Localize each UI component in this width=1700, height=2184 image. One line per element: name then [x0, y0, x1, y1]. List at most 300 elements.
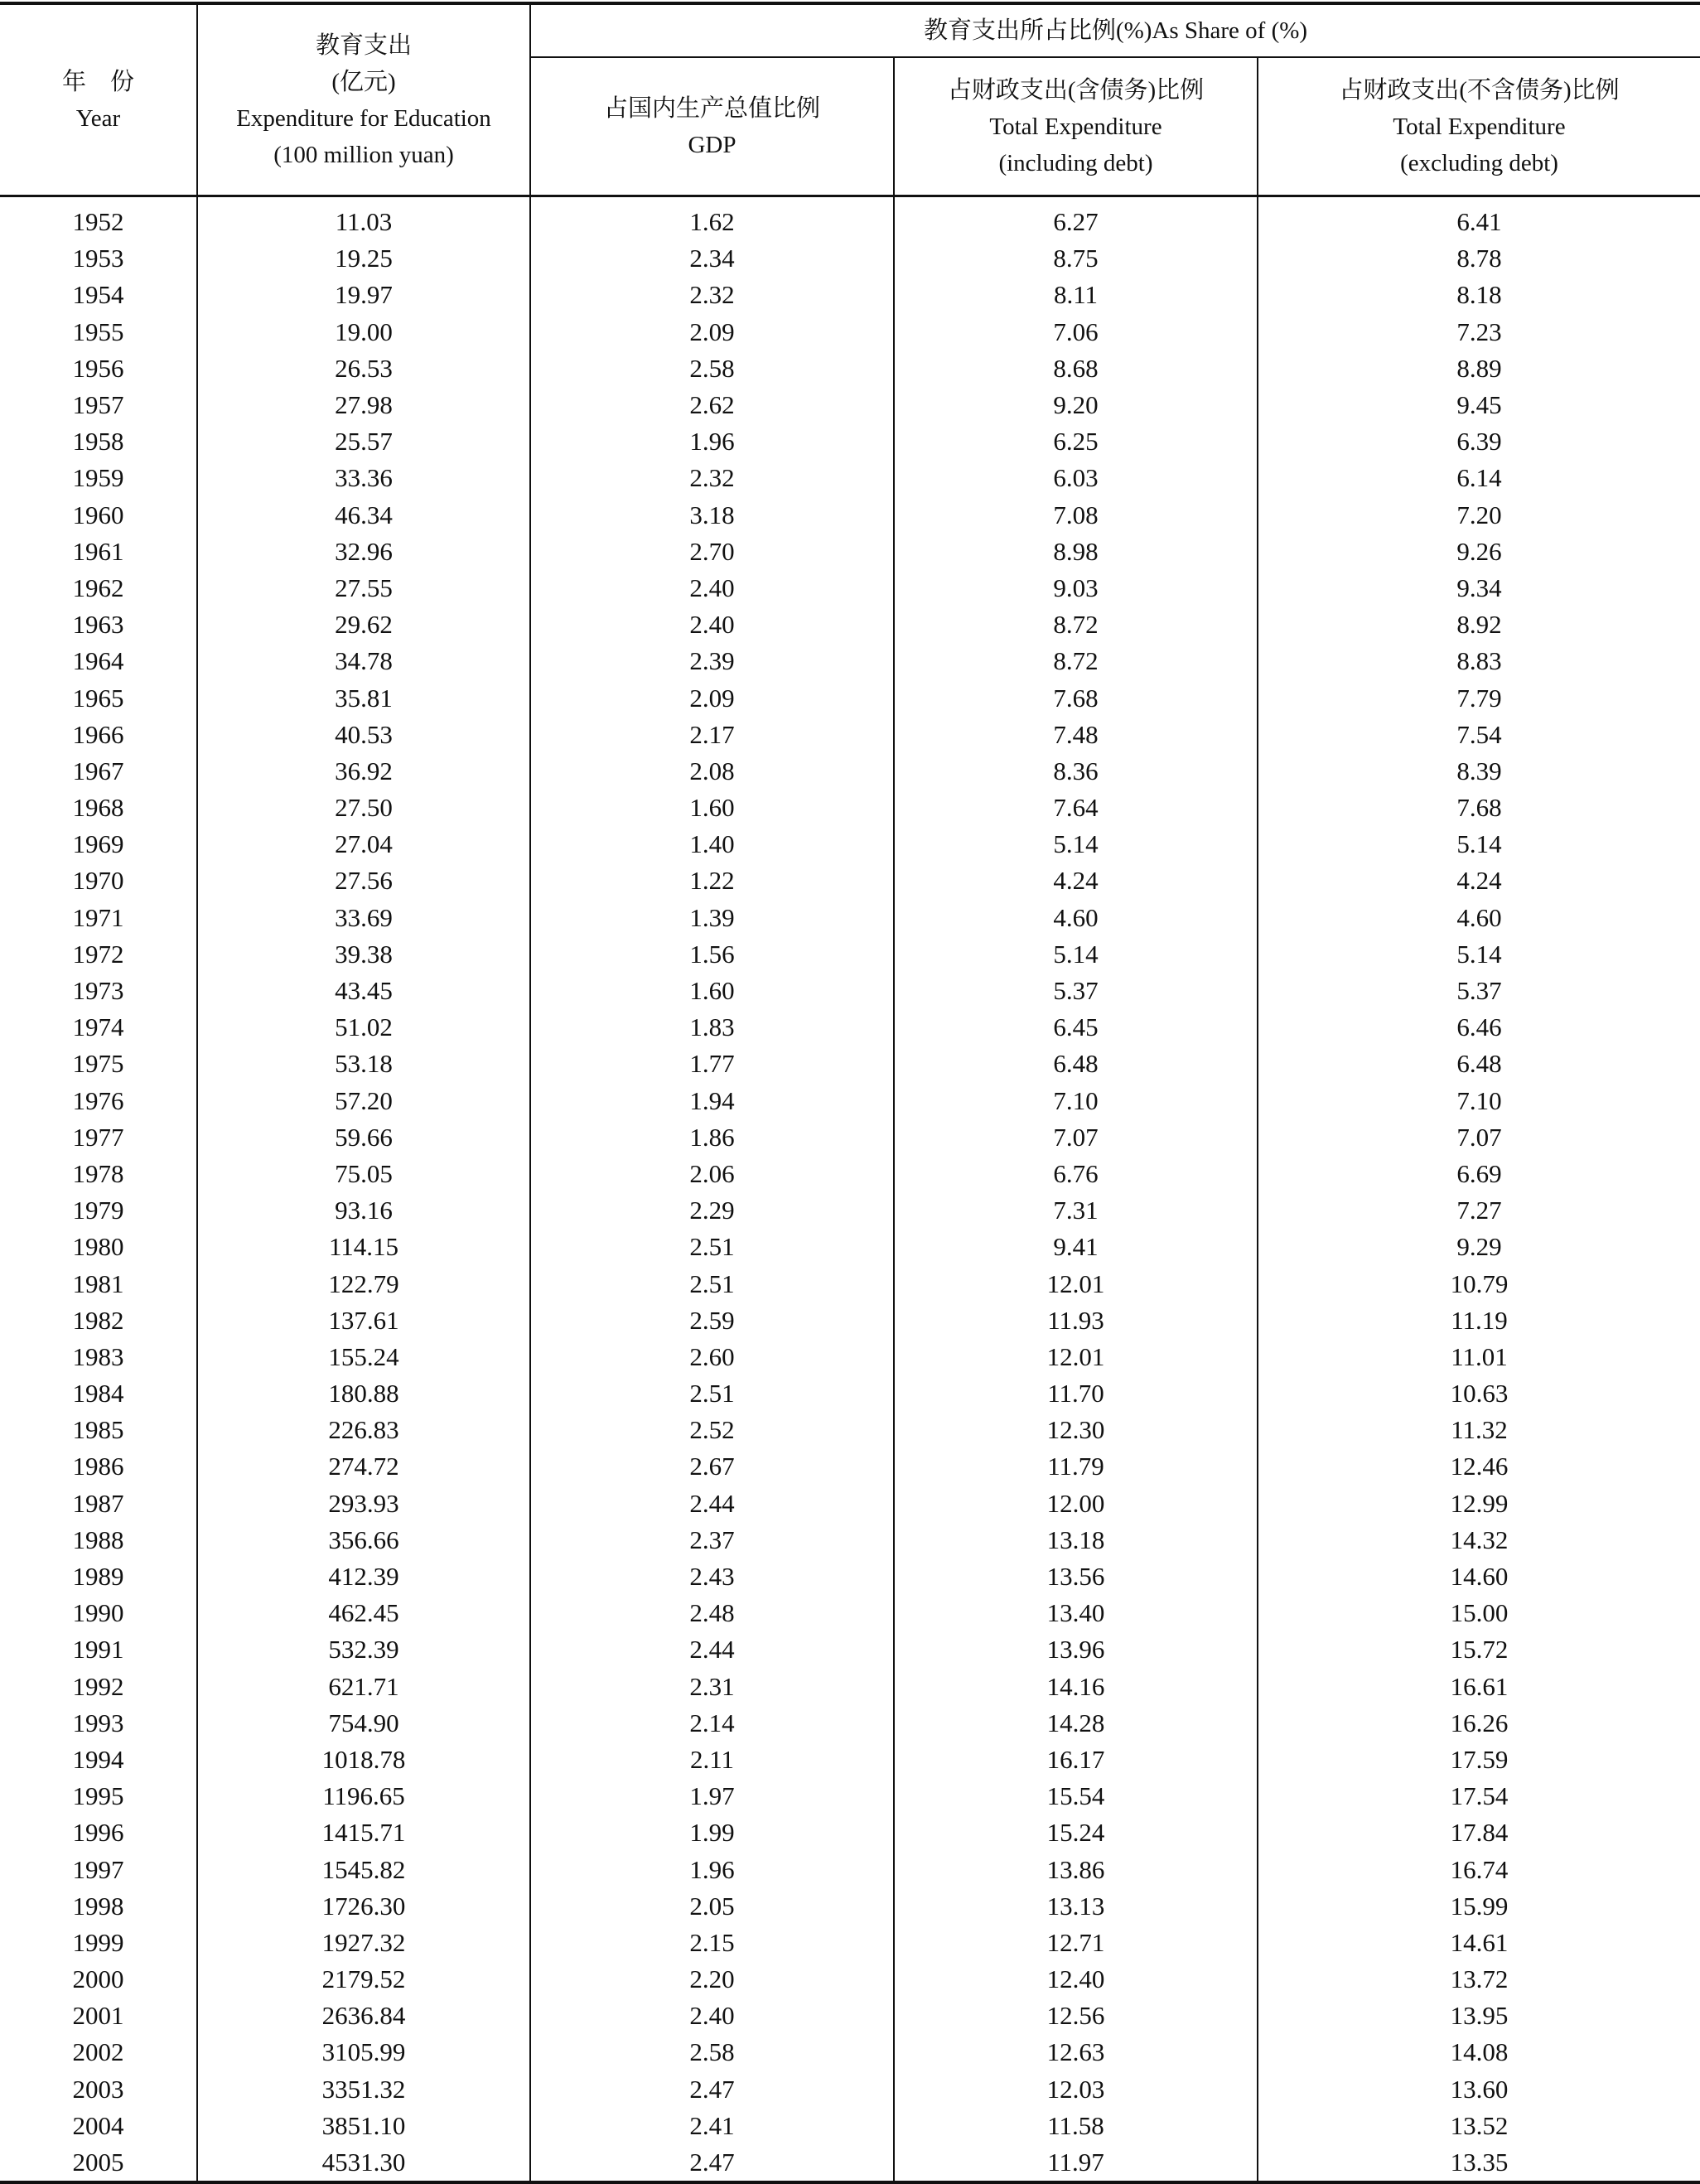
expenditure-cell: 356.66 [197, 1522, 530, 1558]
excluding-debt-share-cell: 9.29 [1456, 1232, 1502, 1262]
expenditure-header-unit-zh: (亿元) [331, 68, 396, 95]
including-debt-share-cell: 14.28 [894, 1705, 1258, 1742]
gdp-share-cell: 2.60 [530, 1339, 894, 1375]
including-debt-share-cell: 6.45 [894, 1009, 1258, 1046]
year-cell: 1977 [0, 1119, 197, 1156]
expenditure-cell: 2179.52 [197, 1961, 530, 1998]
table-row [0, 1375, 1700, 1412]
gdp-share-cell: 1.77 [530, 1046, 894, 1082]
gdp-share-cell: 2.06 [530, 1156, 894, 1192]
table-row [0, 936, 1700, 973]
gdp-share-cell: 2.58 [530, 350, 894, 387]
year-cell: 1954 [0, 277, 197, 313]
expenditure-cell: 155.24 [197, 1339, 530, 1375]
gdp-share-cell: 2.44 [530, 1631, 894, 1668]
excluding-debt-share-cell: 6.39 [1456, 427, 1502, 457]
expenditure-cell: 19.97 [197, 277, 530, 313]
including-debt-share-cell: 7.68 [894, 679, 1258, 716]
expenditure-cell: 462.45 [197, 1595, 530, 1631]
table-row [0, 1961, 1700, 1998]
expenditure-cell: 39.38 [197, 936, 530, 973]
gdp-share-cell: 2.51 [530, 1265, 894, 1302]
year-cell: 1982 [0, 1302, 197, 1339]
including-debt-share-cell: 11.70 [894, 1375, 1258, 1412]
gdp-share-cell: 1.94 [530, 1083, 894, 1119]
including-debt-share-cell: 9.41 [894, 1229, 1258, 1265]
year-cell: 1969 [0, 826, 197, 862]
year-cell: 1981 [0, 1265, 197, 1302]
excluding-debt-share-cell: 7.20 [1456, 500, 1502, 529]
gdp-share-cell: 2.09 [530, 679, 894, 716]
year-cell: 1953 [0, 240, 197, 277]
gdp-share-cell: 2.29 [530, 1192, 894, 1229]
gdp-share-cell: 1.22 [530, 862, 894, 899]
year-cell: 1961 [0, 534, 197, 570]
table-row [0, 2071, 1700, 2108]
excluding-debt-share-cell: 8.92 [1456, 610, 1502, 640]
including-debt-share-cell: 7.48 [894, 717, 1258, 753]
year-cell: 1996 [0, 1814, 197, 1851]
year-cell: 1973 [0, 973, 197, 1009]
table-row [0, 1448, 1700, 1485]
excluding-debt-share-cell: 6.14 [1456, 463, 1502, 493]
year-cell: 1989 [0, 1558, 197, 1595]
gdp-share-cell: 2.40 [530, 1998, 894, 2034]
expenditure-cell: 274.72 [197, 1448, 530, 1485]
gdp-share-cell: 2.11 [530, 1742, 894, 1778]
table-row [0, 314, 1700, 350]
excluding-debt-share-cell: 7.27 [1456, 1196, 1502, 1225]
excluding-debt-share-cell: 8.83 [1456, 646, 1502, 676]
expenditure-cell: 36.92 [197, 753, 530, 790]
year-cell: 1985 [0, 1412, 197, 1448]
including-debt-share-cell: 12.03 [894, 2071, 1258, 2108]
excluding-debt-share-cell: 7.54 [1456, 719, 1502, 749]
year-cell: 2005 [0, 2144, 197, 2182]
expenditure-cell: 32.96 [197, 534, 530, 570]
expenditure-cell: 27.56 [197, 862, 530, 899]
excluding-debt-share-cell: 9.26 [1456, 536, 1502, 566]
year-column-header [0, 3, 197, 196]
year-header-en: Year [75, 104, 121, 132]
education-expenditure-table [0, 2, 1700, 2184]
expenditure-cell: 27.55 [197, 570, 530, 606]
excluding-debt-share-cell: 15.99 [1450, 1891, 1509, 1921]
including-debt-share-cell: 12.01 [894, 1265, 1258, 1302]
table-row [0, 497, 1700, 534]
table-row [0, 1669, 1700, 1705]
expenditure-cell: 3105.99 [197, 2034, 530, 2070]
including-debt-share-cell: 12.00 [894, 1486, 1258, 1522]
gdp-share-cell: 1.97 [530, 1778, 894, 1814]
including-debt-share-cell: 5.14 [894, 936, 1258, 973]
expenditure-cell: 33.69 [197, 900, 530, 936]
including-debt-share-cell: 9.03 [894, 570, 1258, 606]
table-row [0, 1339, 1700, 1375]
table-row [0, 1522, 1700, 1558]
expenditure-cell: 75.05 [197, 1156, 530, 1192]
excluding-debt-share-cell: 14.61 [1450, 1927, 1509, 1957]
year-cell: 1967 [0, 753, 197, 790]
table-row [0, 534, 1700, 570]
table-row [0, 1009, 1700, 1046]
excluding-debt-share-cell: 13.60 [1450, 2074, 1509, 2104]
including-debt-share-cell: 8.72 [894, 643, 1258, 679]
excluding-debt-share-cell: 4.60 [1456, 902, 1502, 932]
expenditure-cell: 25.57 [197, 423, 530, 460]
share-group-header: 教育支出所占比例(%)As Share of (%) [530, 3, 1700, 57]
gdp-share-cell: 1.60 [530, 973, 894, 1009]
expenditure-header-zh: 教育支出 [315, 31, 412, 59]
including-debt-share-cell: 7.64 [894, 790, 1258, 826]
table-row [0, 1083, 1700, 1119]
excluding-debt-share-cell: 11.32 [1451, 1415, 1508, 1445]
table-row [0, 387, 1700, 423]
table-row [0, 1192, 1700, 1229]
including-debt-share-cell: 13.56 [894, 1558, 1258, 1595]
including-debt-share-cell: 8.11 [894, 277, 1258, 313]
table-row [0, 826, 1700, 862]
year-cell: 1955 [0, 314, 197, 350]
year-cell: 1965 [0, 679, 197, 716]
including-debt-share-cell: 13.96 [894, 1631, 1258, 1668]
table-row [0, 606, 1700, 643]
table-row [0, 350, 1700, 387]
table-row [0, 1156, 1700, 1192]
year-cell: 1998 [0, 1888, 197, 1925]
gdp-share-cell: 2.39 [530, 643, 894, 679]
expenditure-cell: 93.16 [197, 1192, 530, 1229]
table-row [0, 1595, 1700, 1631]
gdp-header-zh: 占国内生产总值比例 [603, 94, 820, 122]
excluding-debt-share-cell: 13.95 [1450, 2001, 1509, 2031]
gdp-share-cell: 2.48 [530, 1595, 894, 1631]
year-cell: 1976 [0, 1083, 197, 1119]
gdp-share-cell: 2.15 [530, 1925, 894, 1961]
table-row [0, 1558, 1700, 1595]
excluding-debt-share-cell: 5.37 [1456, 976, 1502, 1006]
including-debt-header-note: (including debt) [998, 149, 1153, 176]
excluding-debt-share-cell: 7.79 [1456, 683, 1502, 713]
gdp-share-cell: 2.51 [530, 1229, 894, 1265]
excluding-debt-share-cell: 10.79 [1450, 1268, 1509, 1298]
expenditure-cell: 3351.32 [197, 2071, 530, 2108]
excluding-debt-column-header [1258, 57, 1700, 196]
table-row [0, 1046, 1700, 1082]
gdp-share-cell: 1.86 [530, 1119, 894, 1156]
excluding-debt-share-cell: 8.78 [1456, 244, 1502, 273]
excluding-debt-header-zh: 占财政支出(不含债务)比例 [1339, 76, 1620, 104]
year-cell: 2004 [0, 2108, 197, 2144]
expenditure-cell: 19.25 [197, 240, 530, 277]
excluding-debt-share-cell: 6.46 [1456, 1012, 1502, 1042]
expenditure-cell: 27.50 [197, 790, 530, 826]
excluding-debt-share-cell: 7.07 [1456, 1122, 1502, 1152]
excluding-debt-header-en: Total Expenditure [1393, 113, 1566, 140]
including-debt-share-cell: 13.86 [894, 1851, 1258, 1887]
including-debt-share-cell: 8.75 [894, 240, 1258, 277]
expenditure-cell: 4531.30 [197, 2144, 530, 2182]
table-row [0, 1631, 1700, 1668]
year-cell: 1991 [0, 1631, 197, 1668]
expenditure-cell: 180.88 [197, 1375, 530, 1412]
gdp-share-cell: 2.17 [530, 717, 894, 753]
table-row [0, 679, 1700, 716]
expenditure-cell: 1545.82 [197, 1851, 530, 1887]
including-debt-share-cell: 11.97 [894, 2144, 1258, 2182]
excluding-debt-share-cell: 9.45 [1456, 390, 1502, 420]
excluding-debt-share-cell: 15.72 [1450, 1635, 1509, 1665]
gdp-share-cell: 1.56 [530, 936, 894, 973]
table-row [0, 2108, 1700, 2144]
excluding-debt-share-cell: 14.32 [1450, 1524, 1509, 1554]
year-cell: 1970 [0, 862, 197, 899]
table-header [0, 3, 1700, 196]
expenditure-cell: 754.90 [197, 1705, 530, 1742]
excluding-debt-header-note: (excluding debt) [1400, 149, 1558, 176]
excluding-debt-share-cell: 5.14 [1456, 939, 1502, 969]
year-cell: 1974 [0, 1009, 197, 1046]
including-debt-share-cell: 6.27 [894, 196, 1258, 241]
including-debt-share-cell: 14.16 [894, 1669, 1258, 1705]
year-cell: 1975 [0, 1046, 197, 1082]
gdp-share-cell: 2.44 [530, 1486, 894, 1522]
gdp-share-cell: 2.47 [530, 2144, 894, 2182]
table-row [0, 423, 1700, 460]
year-cell: 1972 [0, 936, 197, 973]
table-row [0, 900, 1700, 936]
including-debt-share-cell: 13.40 [894, 1595, 1258, 1631]
expenditure-cell: 35.81 [197, 679, 530, 716]
including-debt-share-cell: 8.36 [894, 753, 1258, 790]
table-row [0, 196, 1700, 241]
year-cell: 1964 [0, 643, 197, 679]
excluding-debt-share-cell: 6.69 [1456, 1158, 1502, 1188]
including-debt-share-cell: 4.24 [894, 862, 1258, 899]
table-row [0, 753, 1700, 790]
expenditure-cell: 1415.71 [197, 1814, 530, 1851]
including-debt-share-cell: 11.79 [894, 1448, 1258, 1485]
including-debt-share-cell: 13.18 [894, 1522, 1258, 1558]
excluding-debt-share-cell: 13.35 [1258, 2144, 1700, 2182]
year-cell: 2002 [0, 2034, 197, 2070]
including-debt-share-cell: 8.72 [894, 606, 1258, 643]
including-debt-share-cell: 8.98 [894, 534, 1258, 570]
table-row [0, 973, 1700, 1009]
expenditure-cell: 40.53 [197, 717, 530, 753]
including-debt-header-en: Total Expenditure [989, 113, 1162, 140]
expenditure-cell: 27.98 [197, 387, 530, 423]
including-debt-share-cell: 5.37 [894, 973, 1258, 1009]
gdp-share-cell: 2.20 [530, 1961, 894, 1998]
gdp-share-cell: 2.62 [530, 387, 894, 423]
year-cell: 1990 [0, 1595, 197, 1631]
expenditure-cell: 51.02 [197, 1009, 530, 1046]
year-cell: 1987 [0, 1486, 197, 1522]
expenditure-cell: 33.36 [197, 460, 530, 496]
table-row [0, 1302, 1700, 1339]
year-cell: 1983 [0, 1339, 197, 1375]
table-row [0, 2034, 1700, 2070]
excluding-debt-share-cell: 13.52 [1450, 2110, 1509, 2140]
gdp-share-cell: 2.40 [530, 606, 894, 643]
excluding-debt-share-cell: 8.18 [1456, 280, 1502, 310]
year-cell: 1966 [0, 717, 197, 753]
year-cell: 1988 [0, 1522, 197, 1558]
gdp-share-cell: 2.08 [530, 753, 894, 790]
table-row [0, 1265, 1700, 1302]
excluding-debt-share-cell: 12.99 [1450, 1488, 1509, 1518]
table-row [0, 717, 1700, 753]
including-debt-share-cell: 11.93 [894, 1302, 1258, 1339]
gdp-share-cell: 2.31 [530, 1669, 894, 1705]
year-cell: 1994 [0, 1742, 197, 1778]
excluding-debt-share-cell: 14.08 [1450, 2037, 1509, 2067]
including-debt-share-cell: 7.07 [894, 1119, 1258, 1156]
year-cell: 1956 [0, 350, 197, 387]
gdp-share-cell: 1.96 [530, 423, 894, 460]
excluding-debt-share-cell: 8.89 [1456, 353, 1502, 383]
gdp-share-cell: 2.52 [530, 1412, 894, 1448]
year-cell: 2001 [0, 1998, 197, 2034]
excluding-debt-share-cell: 16.26 [1450, 1708, 1509, 1737]
expenditure-cell: 59.66 [197, 1119, 530, 1156]
excluding-debt-share-cell: 7.68 [1456, 793, 1502, 823]
expenditure-header-en: Expenditure for Education [236, 104, 491, 132]
table-row [0, 1229, 1700, 1265]
gdp-share-cell: 1.40 [530, 826, 894, 862]
expenditure-cell: 26.53 [197, 350, 530, 387]
including-debt-share-cell: 6.76 [894, 1156, 1258, 1192]
excluding-debt-share-cell: 14.60 [1450, 1562, 1509, 1592]
table-row [0, 2144, 1700, 2182]
gdp-share-cell: 1.60 [530, 790, 894, 826]
expenditure-cell: 1018.78 [197, 1742, 530, 1778]
table-row [0, 1742, 1700, 1778]
including-debt-share-cell: 7.10 [894, 1083, 1258, 1119]
gdp-share-cell: 1.39 [530, 900, 894, 936]
including-debt-share-cell: 5.14 [894, 826, 1258, 862]
table-row [0, 1888, 1700, 1925]
gdp-header-en: GDP [688, 131, 737, 158]
table-row [0, 1851, 1700, 1887]
including-debt-share-cell: 7.08 [894, 497, 1258, 534]
year-cell: 1979 [0, 1192, 197, 1229]
table-row [0, 1705, 1700, 1742]
excluding-debt-share-cell: 6.41 [1456, 207, 1502, 237]
expenditure-cell: 1196.65 [197, 1778, 530, 1814]
excluding-debt-share-cell: 17.54 [1450, 1781, 1509, 1811]
excluding-debt-share-cell: 7.23 [1456, 316, 1502, 346]
including-debt-share-cell: 6.25 [894, 423, 1258, 460]
gdp-share-cell: 2.70 [530, 534, 894, 570]
expenditure-cell: 19.00 [197, 314, 530, 350]
including-debt-share-cell: 4.60 [894, 900, 1258, 936]
expenditure-cell: 2636.84 [197, 1998, 530, 2034]
year-cell: 1960 [0, 497, 197, 534]
expenditure-cell: 11.03 [197, 196, 530, 241]
excluding-debt-share-cell: 5.14 [1456, 829, 1502, 859]
including-debt-share-cell: 6.48 [894, 1046, 1258, 1082]
expenditure-cell: 412.39 [197, 1558, 530, 1595]
excluding-debt-share-cell: 17.84 [1450, 1818, 1509, 1848]
table-row [0, 570, 1700, 606]
year-cell: 1997 [0, 1851, 197, 1887]
including-debt-share-cell: 8.68 [894, 350, 1258, 387]
gdp-share-cell: 2.51 [530, 1375, 894, 1412]
including-debt-share-cell: 7.31 [894, 1192, 1258, 1229]
including-debt-share-cell: 12.30 [894, 1412, 1258, 1448]
excluding-debt-share-cell: 11.19 [1451, 1305, 1508, 1335]
excluding-debt-share-cell: 13.72 [1450, 1964, 1509, 1994]
expenditure-cell: 621.71 [197, 1669, 530, 1705]
year-cell: 1959 [0, 460, 197, 496]
including-debt-share-cell: 9.20 [894, 387, 1258, 423]
including-debt-share-cell: 12.01 [894, 1339, 1258, 1375]
expenditure-cell: 1726.30 [197, 1888, 530, 1925]
year-cell: 2000 [0, 1961, 197, 1998]
expenditure-cell: 3851.10 [197, 2108, 530, 2144]
excluding-debt-share-cell: 16.61 [1450, 1671, 1509, 1701]
gdp-share-cell: 2.58 [530, 2034, 894, 2070]
including-debt-share-cell: 12.40 [894, 1961, 1258, 1998]
gdp-share-cell: 2.14 [530, 1705, 894, 1742]
year-cell: 1978 [0, 1156, 197, 1192]
year-cell: 1993 [0, 1705, 197, 1742]
excluding-debt-share-cell: 7.10 [1456, 1085, 1502, 1115]
year-cell: 1968 [0, 790, 197, 826]
gdp-share-cell: 2.40 [530, 570, 894, 606]
expenditure-cell: 29.62 [197, 606, 530, 643]
expenditure-cell: 137.61 [197, 1302, 530, 1339]
table-row [0, 1412, 1700, 1448]
excluding-debt-share-cell: 4.24 [1456, 866, 1502, 896]
year-cell: 1984 [0, 1375, 197, 1412]
year-cell: 1986 [0, 1448, 197, 1485]
gdp-share-cell: 2.43 [530, 1558, 894, 1595]
year-cell: 1952 [0, 196, 197, 241]
including-debt-share-cell: 16.17 [894, 1742, 1258, 1778]
year-cell: 1962 [0, 570, 197, 606]
expenditure-cell: 293.93 [197, 1486, 530, 1522]
expenditure-column-header [197, 3, 530, 196]
table-row [0, 1778, 1700, 1814]
table-row [0, 277, 1700, 313]
gdp-share-cell: 2.37 [530, 1522, 894, 1558]
gdp-share-cell: 2.41 [530, 2108, 894, 2144]
year-cell: 1995 [0, 1778, 197, 1814]
excluding-debt-share-cell: 8.39 [1456, 756, 1502, 785]
expenditure-cell: 57.20 [197, 1083, 530, 1119]
excluding-debt-share-cell: 6.48 [1456, 1049, 1502, 1079]
table-body [0, 196, 1700, 2183]
gdp-share-cell: 2.34 [530, 240, 894, 277]
year-cell: 1980 [0, 1229, 197, 1265]
year-header-zh: 年 份 [61, 68, 134, 95]
including-debt-share-cell: 12.71 [894, 1925, 1258, 1961]
gdp-share-cell: 2.32 [530, 460, 894, 496]
year-cell: 2003 [0, 2071, 197, 2108]
year-cell: 1999 [0, 1925, 197, 1961]
gdp-share-cell: 2.59 [530, 1302, 894, 1339]
including-debt-header-zh: 占财政支出(含债务)比例 [947, 76, 1205, 104]
including-debt-share-cell: 13.13 [894, 1888, 1258, 1925]
table-row [0, 790, 1700, 826]
table-row [0, 1119, 1700, 1156]
gdp-share-cell: 3.18 [530, 497, 894, 534]
year-cell: 1963 [0, 606, 197, 643]
gdp-share-cell: 1.99 [530, 1814, 894, 1851]
